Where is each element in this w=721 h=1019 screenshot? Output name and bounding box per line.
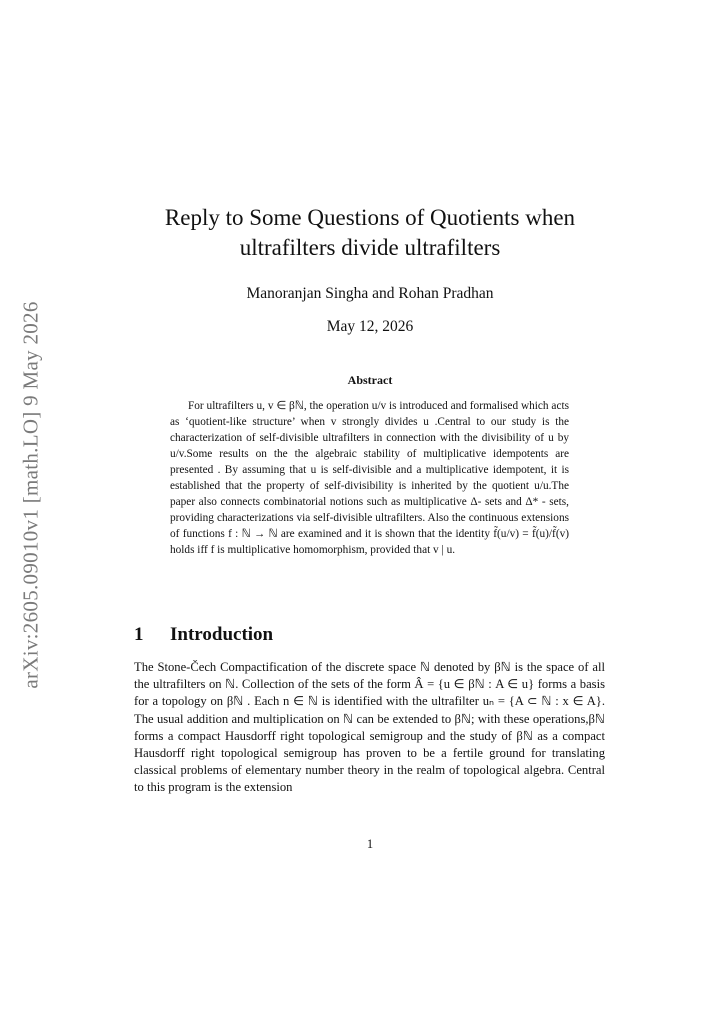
page-number: 1	[366, 837, 374, 851]
paper-authors: Manoranjan Singha and Rohan Pradhan	[246, 285, 494, 302]
abstract-text: For ultrafilters u, v ∈ βℕ, the operation u/v is introduced and formalised which acts as ‘quotient-like structure’ when v strongly divides u .Central to our study is the characterization of self-divisible ultrafilters in connection with the divisibility of u by u/v.Some results on the the algebraic stability of multiplicative idempotents are presented . By assuming that u is self-divisible and a multiplicative idempotent, it is established that the property of self-divisibility is inherited by the quotient u/u.The paper also connects combinatorial notions such as multiplicative Δ- sets and Δ* - sets, providing characterizations via self-divisible ultrafilters. Also the continuous extensions of functions f : ℕ → ℕ are examined and it is shown that the identity f̃(u/v) = f̃(u)/f̃(v) holds iff f is multiplicative homomorphism, provided that v | u.	[170, 400, 569, 556]
abstract-heading: Abstract	[347, 373, 393, 387]
section-heading	[134, 624, 273, 646]
paper-date: May 12, 2026	[326, 318, 414, 335]
section-title: Introduction	[170, 624, 274, 645]
arxiv-identifier-text: arXiv:2605.09010v1 [math.LO] 9 May 2026	[18, 301, 43, 689]
section-number: 1	[134, 624, 144, 645]
section-body-text: The Stone-Čech Compactification of the discrete space ℕ denoted by βℕ is the space of all the ultrafilters on ℕ. Collection of the sets of the form Â = {u ∈ βℕ : A ∈ u} forms a basis for a topology on βℕ . Each n ∈ ℕ is identified with the ultrafilter uₙ = {A ⊂ ℕ : x ∈ A}. The usual addition and multiplication on ℕ can be extended to βℕ; with these operations,βℕ forms a compact Hausdorff right topological semigroup and the study of βℕ as a compact Hausdorff right topological semigroup has proven to be a fertile ground for translating classical problems of elementary number theory in the realm of topological algebra. Central to this program is the extension	[134, 660, 605, 795]
arxiv-identifier	[11, 285, 51, 705]
paper-title: Reply to Some Questions of Quotients when ultrafilters divide ultrafilters	[164, 205, 576, 260]
